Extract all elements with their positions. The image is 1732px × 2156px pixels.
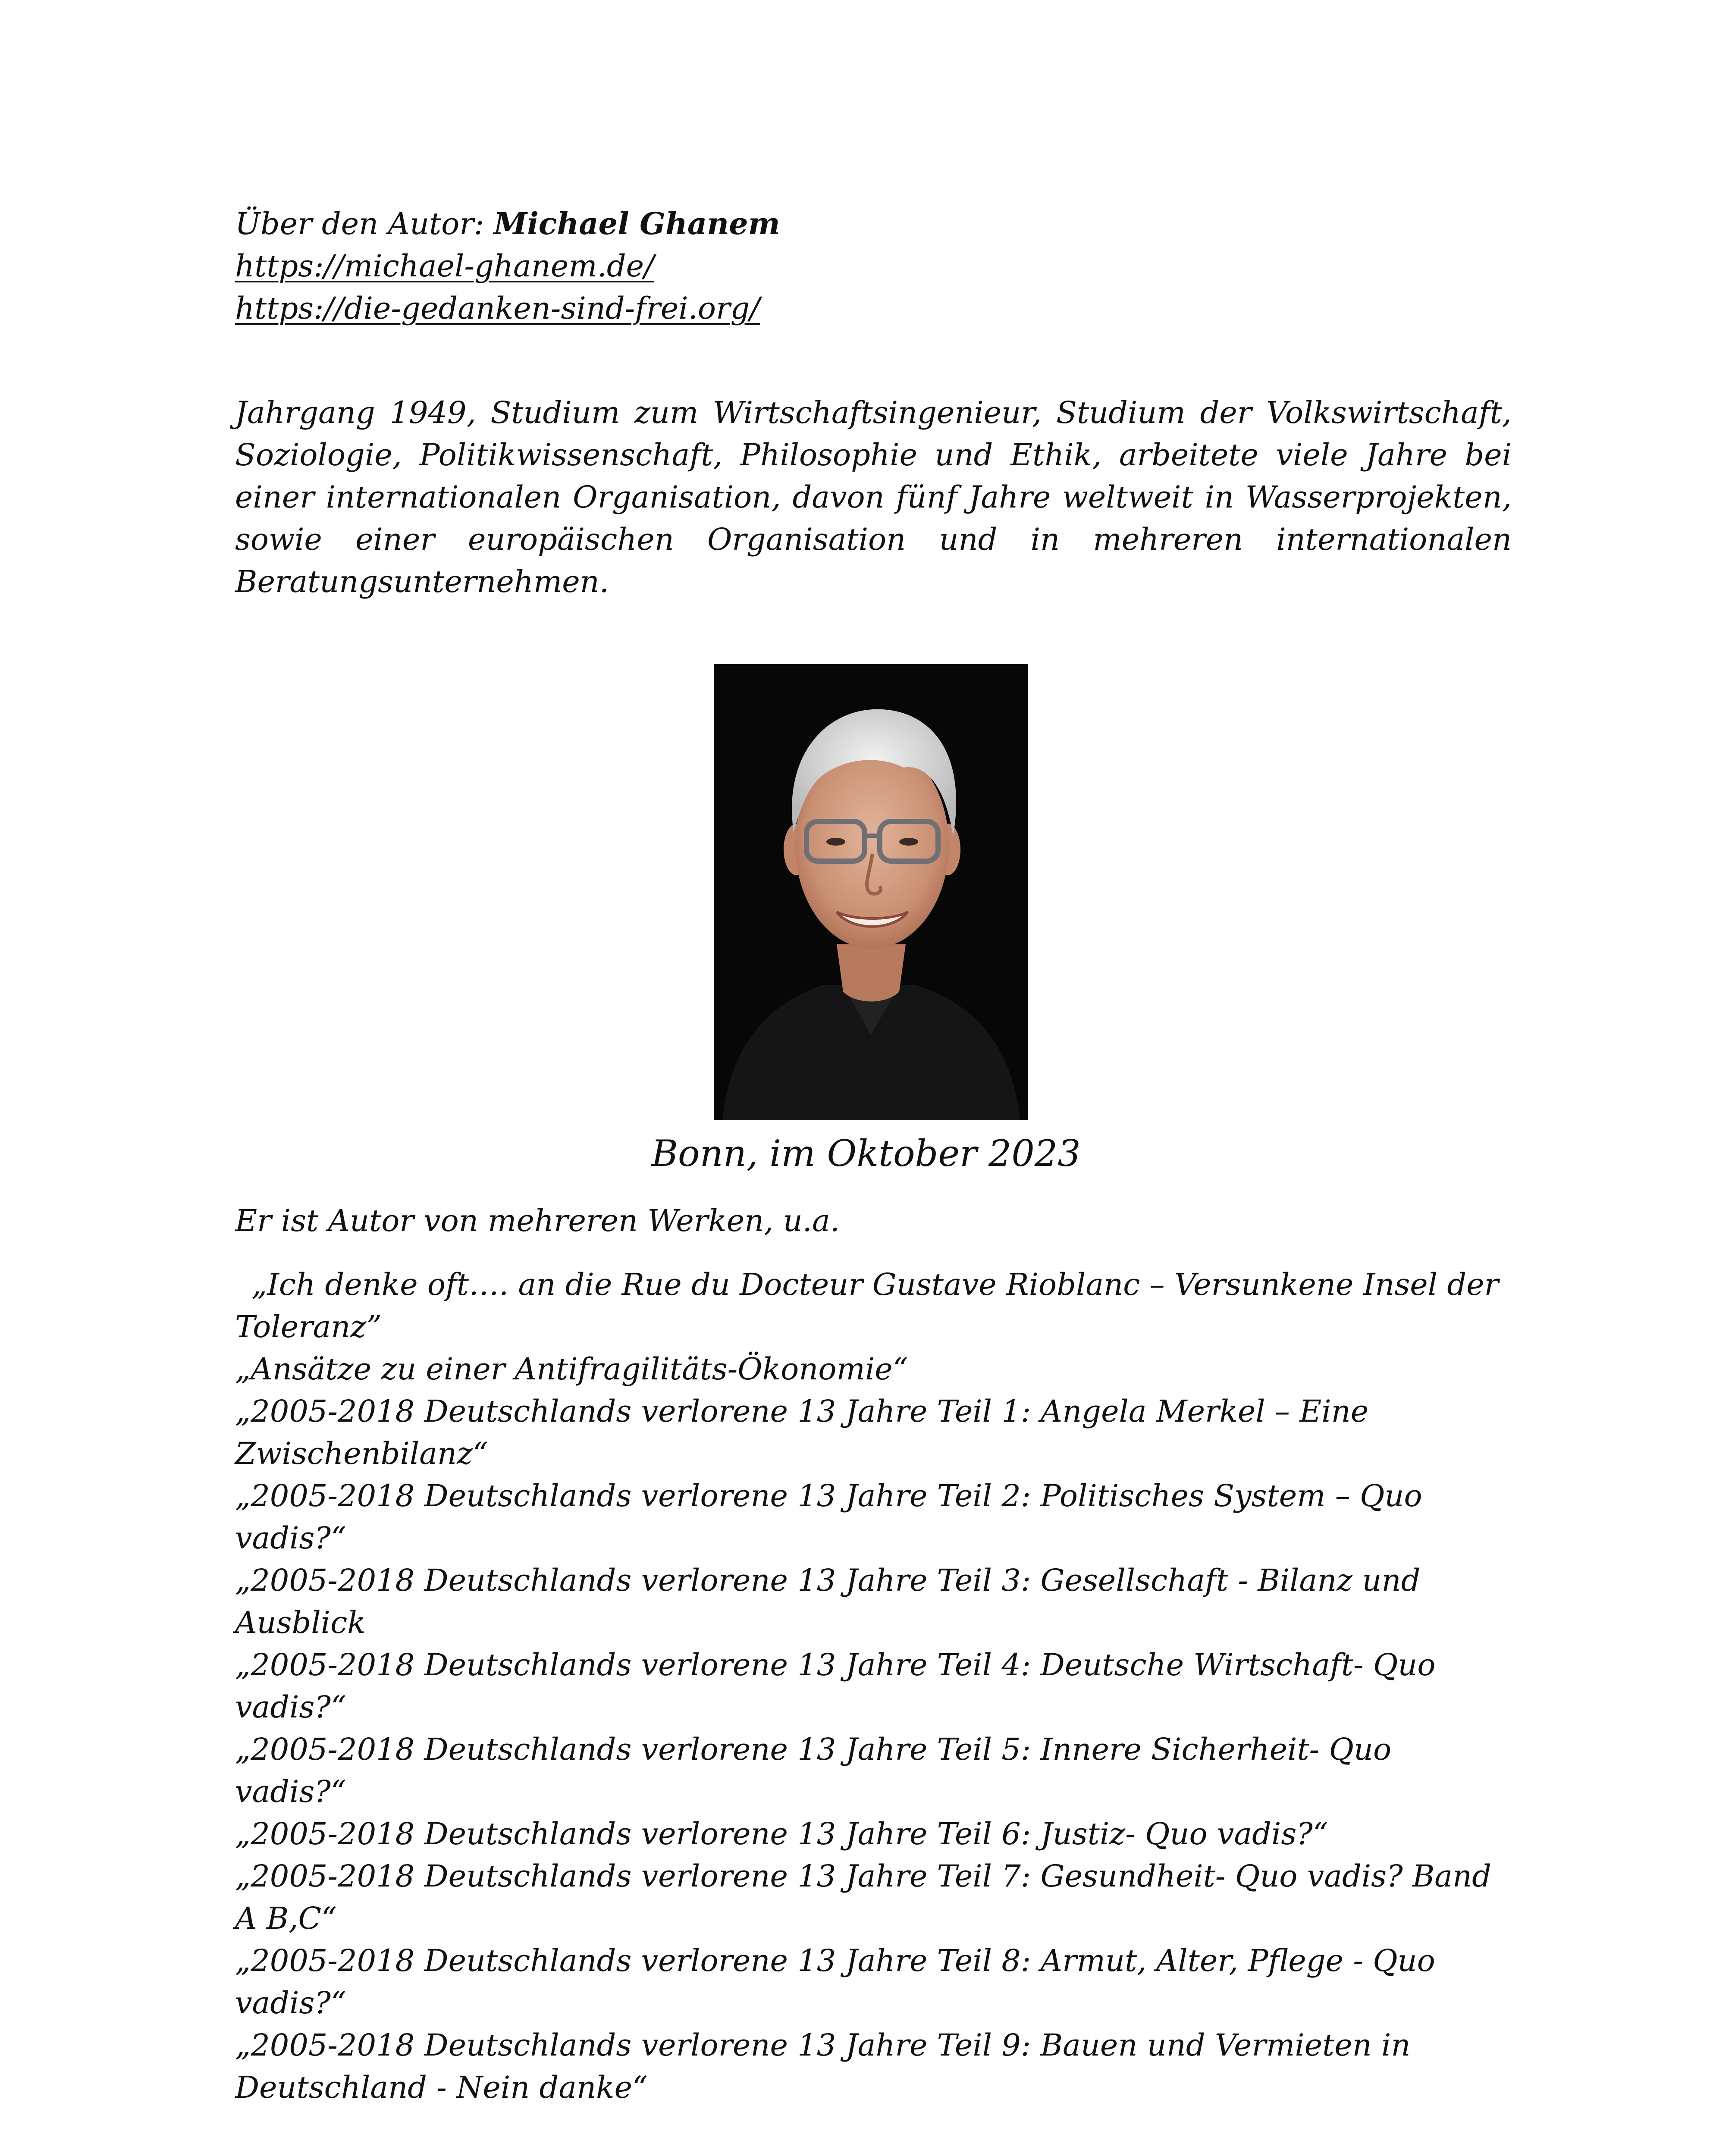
- website-link-michael-ghanem[interactable]: https://michael-ghanem.de/: [235, 248, 654, 284]
- author-biography: Jahrgang 1949, Studium zum Wirtschaftsingenieur, Studium der Volkswirtschaft, Soziologie, Politikwissenschaft, Philosophie und Ethik, arbeitete viele Jahre bei einer internationalen Organisation, davon fünf Jahre weltweit in Wasserprojekten, sowie einer europäischen Organisation und in mehreren internationalen Beratungsunternehmen.: [235, 395, 1512, 599]
- work-item: „2005-2018 Deutschlands verlorene 13 Jahre Teil 3: Gesellschaft - Bilanz und Ausblick: [235, 1563, 1421, 1640]
- author-portrait-photo: [714, 664, 1028, 1120]
- author-name: Michael Ghanem: [493, 206, 780, 241]
- work-item: „2005-2018 Deutschlands verlorene 13 Jahre Teil 2: Politisches System – Quo vadis?“: [235, 1478, 1422, 1556]
- work-item: „2005-2018 Deutschlands verlorene 13 Jahre Teil 8: Armut, Alter, Pflege - Quo vadis?“: [235, 1943, 1435, 2021]
- about-prefix: Über den Autor:: [235, 206, 494, 241]
- work-item: „2005-2018 Deutschlands verlorene 13 Jahre Teil 4: Deutsche Wirtschaft- Quo vadis?“: [235, 1647, 1436, 1725]
- work-item: „Ich denke oft…. an die Rue du Docteur Gustave Rioblanc – Versunkene Insel der Toleranz”: [235, 1267, 1499, 1344]
- work-item: „2005-2018 Deutschlands verlorene 13 Jahre Teil 9: Bauen und Vermieten in Deutschland - Nein danke“: [235, 2028, 1411, 2105]
- work-item: „2005-2018 Deutschlands verlorene 13 Jahre Teil 7: Gesundheit- Quo vadis? Band A B,C“: [235, 1858, 1491, 1936]
- work-item: „2005-2018 Deutschlands verlorene 13 Jahre Teil 5: Innere Sicherheit- Quo vadis?“: [235, 1732, 1392, 1809]
- works-intro: Er ist Autor von mehreren Werken, u.a.: [235, 1203, 840, 1238]
- work-item: „2005-2018 Deutschlands verlorene 13 Jahre Teil 6: Justiz- Quo vadis?“: [235, 1816, 1328, 1852]
- author-header: [235, 203, 1512, 329]
- about-author-line: [235, 203, 1512, 245]
- works-list: [235, 1263, 1512, 2109]
- photo-caption: Bonn, im Oktober 2023: [651, 1132, 1081, 1175]
- work-item: „Ansätze zu einer Antifragilitäts-Ökonomie“: [235, 1351, 908, 1387]
- work-item: „2005-2018 Deutschlands verlorene 13 Jahre Teil 1: Angela Merkel – Eine Zwischenbilanz“: [235, 1394, 1369, 1471]
- portrait-image: [714, 664, 1028, 1120]
- website-link-die-gedanken-sind-frei[interactable]: https://die-gedanken-sind-frei.org/: [235, 291, 760, 326]
